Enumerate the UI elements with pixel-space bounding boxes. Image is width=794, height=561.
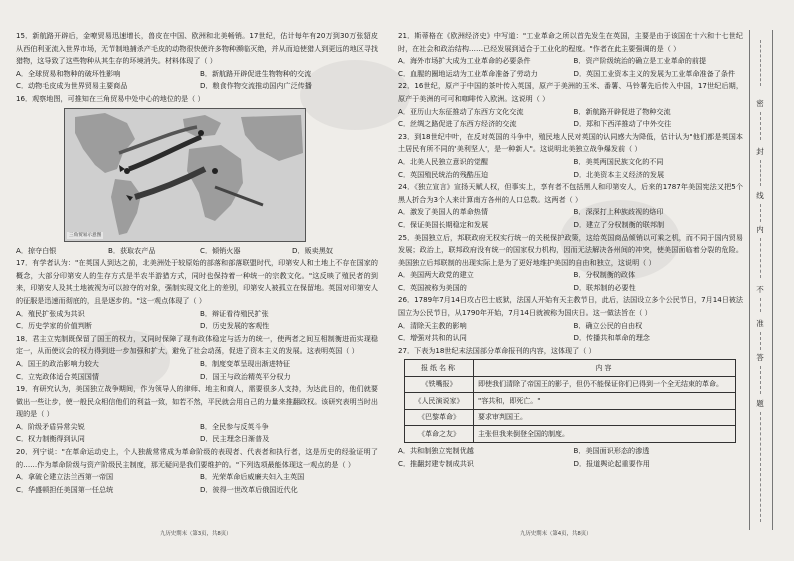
option-b: B．美国面识形态的渗透	[573, 445, 650, 455]
question-16	[16, 93, 378, 257]
question-16-text: 16．观察地图，可推知在三角贸易中处中心的地位的是（ ）	[16, 93, 205, 103]
seal-dash	[760, 160, 761, 186]
option-b: B．分权制衡的政体	[573, 270, 636, 280]
option-c: C．增强对共和的认同	[398, 333, 467, 343]
map-graphic	[65, 109, 305, 241]
seal-char: 题	[756, 399, 764, 408]
question-15	[16, 30, 378, 93]
table-row	[405, 393, 736, 410]
seal-char: 准	[756, 319, 764, 328]
table-header-cell: 内容	[474, 360, 736, 377]
question-24-text: 24．《独立宣言》宣扬天赋人权，但事实上，享有者不包括黑人和印第安人，后来的1787年美国宪法又把5个黑人折合为3个人来计算南方各州的人口总数。这两者（ ）	[398, 182, 743, 204]
table-row	[405, 426, 736, 443]
option-b: B．获取农产品	[108, 245, 156, 255]
seal-dash	[760, 412, 761, 522]
question-23	[398, 131, 743, 181]
question-27	[398, 345, 743, 470]
option-a: A．共和制独立宪制优越	[398, 445, 474, 455]
table-cell: 《铁嘴报》	[405, 376, 474, 393]
option-a: A．全球贸易和物种的破坏性影响	[16, 68, 121, 78]
option-d: D．报道舆论起重要作用	[573, 458, 650, 468]
option-d: D．粮食作物交流推动国内广泛传播	[200, 81, 312, 91]
right-column	[398, 30, 743, 470]
question-25-text: 25．美国独立后，邦联政府无权实行统一的关税保护政策，这给英国商品倾销以可乘之机，而不同于国内贸易发展；政治上，联邦政府没有统一的国家权力机构，因而无法解决各州间的冲突，使美国面临着分裂的危险。美国独立后邦联制的出现实际上是为了更好地维护美国的自由和独立，这说明（ ）	[398, 232, 743, 267]
option-a: A．海外市场扩大成为工业革命的必要条件	[398, 56, 531, 66]
page-footer-left: 九历史期末（第3页，共8页）	[160, 531, 232, 537]
seal-dash	[760, 298, 761, 312]
table-cell: 《革命之友》	[405, 426, 474, 443]
option-c: C．血腥的圈地运动为工业革命准备了劳动力	[398, 68, 538, 78]
question-21-text: 21．斯蒂格在《欧洲经济史》中写道："工业革命之所以首先发生在英国，主要是由于该国在十六和十七世纪时，在社会和政治结构……已经发展到适合于工业化的程度。"作者在此主要强调的是（ ）	[398, 31, 743, 53]
option-d: D．历史发展的客观性	[200, 321, 270, 331]
question-21	[398, 30, 743, 80]
newspaper-table	[404, 359, 736, 443]
option-c: C．推翻封建专制成共识	[398, 458, 474, 468]
question-15-text: 15．新航路开辟后，金嘹贸易迅速增长，兽皮在中国、欧洲和北美畅销。17世纪，估计每年有20万到30万张貂皮从西伯利亚流入世界市场，无节制地捕杀产毛皮的动物很快使许多物种濒临灭绝，并从而迫使猎人到更远的地区寻找猎物，这导致了这些物种从其生存的环境消失。材料体现了（ ）	[16, 31, 378, 66]
question-19	[16, 383, 378, 446]
map-title: 三角贸易示意图	[69, 232, 102, 238]
option-c: C．历史学家的价值判断	[16, 321, 92, 331]
option-d: D．传播共和革命的理念	[573, 333, 650, 343]
question-19-text: 19．有研究认为，美国独立战争期间，作为领导人的律师、地主和商人，需要很多人支持，为达此目的，他们就要做出一些让步，使一般民众相信他们的利益一致，如若不然，平民就会用自己的力量来推翻政权。该研究表明当时出现的是（ ）	[16, 384, 378, 419]
option-c: C．华盛顿担任美国第一任总统	[16, 484, 114, 494]
page-footer-right: 九历史期末（第4页，共8页）	[520, 531, 592, 537]
seal-char: 不	[756, 285, 764, 294]
option-d: D．建立了分权制衡的联邦制	[573, 219, 665, 229]
seal-char: 内	[756, 225, 764, 234]
table-cell: 即使我们清除了帝国王的影子，但仍不能保证你们已得到一个全无结束的革命。	[474, 376, 736, 393]
option-c: C．立宪政体适合英国国情	[16, 371, 99, 381]
seal-char: 答	[756, 353, 764, 362]
option-c: C．英国殖民统治的残酷压迫	[398, 169, 489, 179]
option-b: B．全民参与反英斗争	[200, 421, 269, 431]
option-d: D．国王与政治精英平分权力	[200, 371, 291, 381]
question-17-text: 17．有学者认为："在英国人到达之前，北美洲处于较原始的部落和部落联盟时代，印第安人和土地上不存在国家的概念，大部分印第安人的生存方式是半农半游猎方式，同时也保持着一种统一的宗教文化。"这反映了殖民者的到来，印第安人及其土地被视为可以掠夺的对象，强制实现文化上的差别，印第安人被孤立在保留地。英国对印第安人的征服是迅速而彻底的，且是逐步的。"这一观点体现了（ ）	[16, 258, 378, 305]
option-b: B．辩证看待殖民扩张	[200, 308, 269, 318]
option-a: A．激发了美国人的革命热情	[398, 207, 488, 217]
option-d: D．北美资本主义经济的发展	[573, 169, 665, 179]
seal-dash	[760, 238, 761, 278]
seal-dash	[760, 204, 761, 222]
question-22	[398, 80, 743, 130]
option-b: B．新航路开辟促进生物物种的交流	[200, 68, 312, 78]
option-d: D．民主理念日渐普及	[200, 434, 270, 444]
question-26	[398, 294, 743, 344]
table-cell: "容共和，即死亡。"	[474, 393, 736, 410]
question-20	[16, 446, 378, 496]
seal-dash	[760, 366, 761, 394]
option-a: A．阶级矛盾异常尖锐	[16, 421, 85, 431]
option-b: B．新航路开辟促进了物种交流	[573, 106, 671, 116]
table-cell: 要求审判国王。	[474, 409, 736, 426]
option-b: B．资产阶级统治的确立是工业革命的前提	[573, 56, 707, 66]
table-cell: 《巴黎革命》	[405, 409, 474, 426]
seal-dash	[760, 112, 761, 140]
option-b: B．光荣革命后威廉夫妇入主英国	[200, 472, 305, 482]
option-b: B．制度变革呈现出渐进特征	[200, 358, 290, 368]
option-a: A．北美人民独立意识的觉醒	[398, 156, 488, 166]
option-b: B．美英两国民族文化的不同	[573, 156, 664, 166]
option-a: A．亚历山大东征推动了东西方文化交流	[398, 106, 524, 116]
option-d: D．贩卖黑奴	[292, 245, 333, 255]
seal-char: 线	[756, 191, 764, 200]
left-column	[16, 30, 378, 496]
question-27-text: 27．下表为18世纪末法国部分革命报刊的内容，这体现了（ ）	[398, 345, 596, 355]
option-d: D．联邦制的必要性	[573, 282, 636, 292]
seal-char: 封	[756, 147, 764, 156]
option-a: A．美国两大政党的建立	[398, 270, 474, 280]
option-a: A．掠夺白银	[16, 245, 57, 255]
table-cell: 《人民演说家》	[405, 393, 474, 410]
table-row	[405, 409, 736, 426]
question-20-text: 20．列宁说："在革命运动史上，个人独裁常常成为革命阶级的表现者、代表者和执行者，这是历史的经验证明了的……作为革命阶级与资产阶级民主制度，那无疑问是我们要维护的。"下列选项最能体现这一观点的是（ ）	[16, 447, 378, 469]
option-a: A．拿破仑建立法兰西第一帝国	[16, 472, 114, 482]
question-24	[398, 181, 743, 231]
option-d: D．郑和下西洋推动了中外交往	[573, 119, 672, 129]
option-a: A．清除天主教的影响	[398, 320, 467, 330]
option-c: C．英国被称为美国的	[398, 282, 467, 292]
question-18	[16, 333, 378, 383]
table-cell: 主张但我来倒登全国的制度。	[474, 426, 736, 443]
option-a: A．殖民扩张成为共识	[16, 308, 85, 318]
option-d: D．英国工业资本主义的发展为工业革命准备了条件	[573, 68, 736, 78]
question-23-text: 23．到18世纪中叶，在反对英国的斗争中，殖民地人民对英国的认同感大为降低，估计认为"他们都是英国本土居民有所不同的'美利坚人'，是一种新人"。这说明北美独立战争爆发前（ ）	[398, 131, 743, 154]
seal-dash	[760, 40, 761, 86]
question-18-text: 18．君主立宪制既保留了国王的权力，又同时保障了现有政体稳定与活力的统一，使两者之间互相制衡进而实现稳定一，从而使议会的权力得到进一步加强和扩大，避免了社会动荡，促进了资本主义的发展。这表明英国（ ）	[16, 333, 378, 356]
triangle-trade-map	[64, 108, 306, 242]
option-d: D．彼得一世改革后俄国近代化	[200, 484, 298, 494]
seal-dash	[760, 332, 761, 350]
option-c: C．倾销火器	[200, 245, 241, 255]
question-17	[16, 257, 378, 333]
question-26-text: 26．1789年7月14日攻占巴士底狱，法国人开始有天主教节日，此后，法国设立多个公民节日，7月14日被法国立为公民节日，从1790年开始，7月14日就被称为国庆日。这一做法旨在（ ）	[398, 295, 743, 318]
question-22-text: 22．16世纪，原产于中国的茶叶传入英国，原产于美洲的玉米、番薯、马铃薯先后传入中国，17世纪后期，原产于美洲的可可和咖啡传入欧洲。这说明（ ）	[398, 81, 743, 103]
seal-char: 密	[756, 99, 764, 108]
option-b: B．深深打上种族歧视的烙印	[573, 207, 664, 217]
question-25	[398, 232, 743, 295]
option-a: A．国王的政治影响力较大	[16, 358, 99, 368]
table-header-row	[405, 360, 736, 377]
option-c: C．丝绸之路促进了东西方经济的交流	[398, 119, 517, 129]
table-header-cell: 报纸名称	[405, 360, 474, 377]
option-b: B．确立公民的自由权	[573, 320, 643, 330]
option-c: C．保证美国长期稳定和发展	[398, 219, 489, 229]
option-c: C．动物毛皮成为世界贸易主要商品	[16, 81, 128, 91]
option-c: C．权力制衡得到认同	[16, 434, 85, 444]
table-row	[405, 376, 736, 393]
